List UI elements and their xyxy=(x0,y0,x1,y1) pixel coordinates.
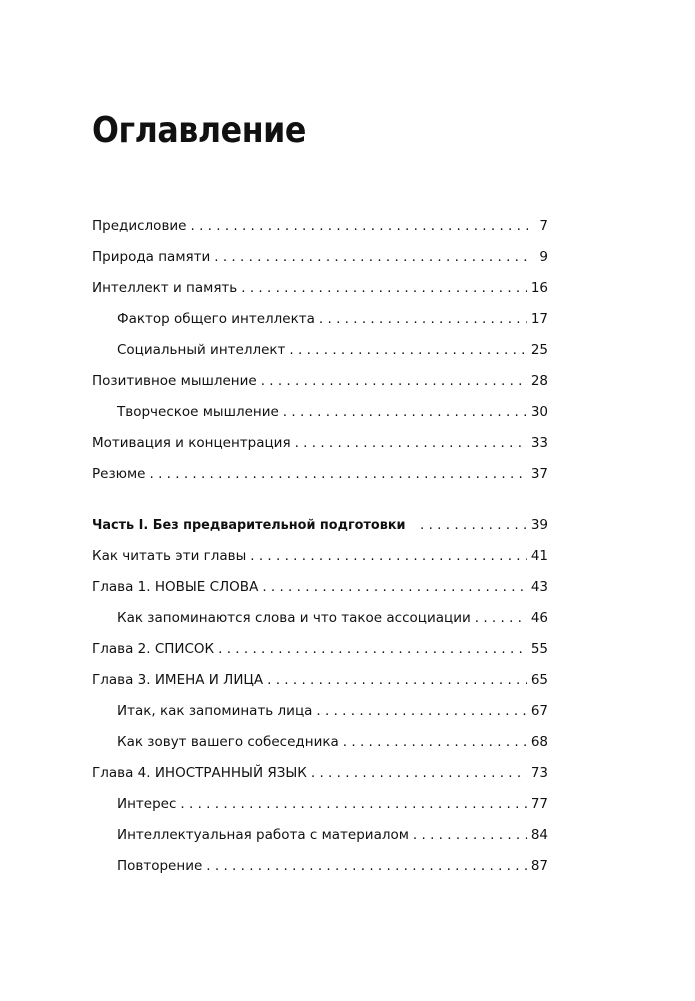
dot-leader xyxy=(343,732,527,752)
toc-entry-label: Интеллектуальная работа с материалом xyxy=(117,827,409,843)
toc-subentry[interactable] xyxy=(117,825,548,845)
toc-entry-page: 9 xyxy=(539,249,548,265)
toc-entry-label: Социальный интеллект xyxy=(117,342,286,358)
toc-entry-label: Фактор общего интеллекта xyxy=(117,311,315,327)
dot-leader xyxy=(413,825,527,845)
toc-entry-page: 33 xyxy=(530,435,548,451)
toc-entry-label: Интеллект и память xyxy=(92,280,238,296)
toc-subentry[interactable] xyxy=(117,608,548,628)
page-title: Оглавление xyxy=(92,110,306,151)
toc-entry-page: 39 xyxy=(530,517,548,533)
toc-subentry[interactable] xyxy=(117,856,548,876)
dot-leader xyxy=(206,856,527,876)
toc-entry-label: Предисловие xyxy=(92,218,187,234)
toc-entry-page: 73 xyxy=(530,765,548,781)
toc-entry[interactable] xyxy=(92,639,548,659)
toc-entry-page: 17 xyxy=(530,311,548,327)
dot-leader xyxy=(267,670,527,690)
dot-leader xyxy=(475,608,527,628)
toc-entry-page: 25 xyxy=(530,342,548,358)
toc-entry-page: 87 xyxy=(530,858,548,874)
dot-leader xyxy=(241,278,527,298)
toc-entry[interactable] xyxy=(92,577,548,597)
toc-entry-label: Повторение xyxy=(117,858,203,874)
toc-entry-label: Как запоминаются слова и что такое ассоциации xyxy=(117,610,471,626)
toc-subentry[interactable] xyxy=(117,340,548,360)
toc-entry-label: Глава 1. НОВЫЕ СЛОВА xyxy=(92,579,259,595)
toc-entry-label: Как зовут вашего собеседника xyxy=(117,734,339,750)
toc-entry[interactable] xyxy=(92,247,548,267)
toc-entry-page: 55 xyxy=(530,641,548,657)
dot-leader xyxy=(289,340,526,360)
toc-entry-label: Творческое мышление xyxy=(117,404,279,420)
dot-leader xyxy=(218,639,527,659)
toc-entry[interactable] xyxy=(92,433,548,453)
dot-leader xyxy=(316,701,526,721)
toc-entry-page: 7 xyxy=(539,218,548,234)
toc-entry-page: 77 xyxy=(530,796,548,812)
toc-entry-label: Глава 4. ИНОСТРАННЫЙ ЯЗЫК xyxy=(92,765,307,781)
dot-leader xyxy=(190,216,528,236)
dot-leader xyxy=(180,794,526,814)
toc-subentry[interactable] xyxy=(117,309,548,329)
toc-entry[interactable] xyxy=(92,216,548,236)
dot-leader xyxy=(149,464,526,484)
toc-entry-label: Итак, как запоминать лица xyxy=(117,703,313,719)
dot-leader xyxy=(319,309,527,329)
dot-leader xyxy=(311,763,527,783)
toc-subentry[interactable] xyxy=(117,402,548,422)
toc-entry-page: 65 xyxy=(530,672,548,688)
toc-entry-label: Глава 3. ИМЕНА И ЛИЦА xyxy=(92,672,264,688)
toc-entry-page: 84 xyxy=(530,827,548,843)
toc-entry-page: 68 xyxy=(530,734,548,750)
toc-entry-label: Позитивное мышление xyxy=(92,373,257,389)
toc-subentry[interactable] xyxy=(117,794,548,814)
toc-entry-label: Интерес xyxy=(117,796,177,812)
toc-subentry[interactable] xyxy=(117,732,548,752)
toc-entry-page: 41 xyxy=(530,548,548,564)
toc-entry[interactable] xyxy=(92,763,548,783)
dot-leader xyxy=(295,433,527,453)
toc-entry-page: 67 xyxy=(530,703,548,719)
toc-entry[interactable] xyxy=(92,464,548,484)
toc-entry-page: 46 xyxy=(530,610,548,626)
toc-entry-page: 43 xyxy=(530,579,548,595)
toc-entry[interactable] xyxy=(92,670,548,690)
dot-leader xyxy=(261,371,527,391)
toc-entry-label: Резюме xyxy=(92,466,146,482)
toc-entry-page: 28 xyxy=(530,373,548,389)
toc-entry-label: Мотивация и концентрация xyxy=(92,435,291,451)
toc-entry[interactable] xyxy=(92,278,548,298)
dot-leader xyxy=(250,546,527,566)
toc-entry-label: Как читать эти главы xyxy=(92,548,247,564)
dot-leader xyxy=(214,247,528,267)
toc-entry-page: 37 xyxy=(530,466,548,482)
dot-leader xyxy=(283,402,527,422)
dot-leader xyxy=(262,577,527,597)
toc-subentry[interactable] xyxy=(117,701,548,721)
toc-entry-page: 30 xyxy=(530,404,548,420)
toc-entry-page: 16 xyxy=(530,280,548,296)
toc-entry[interactable] xyxy=(92,546,548,566)
toc-part-heading[interactable] xyxy=(92,515,548,535)
toc-entry-label: Глава 2. СПИСОК xyxy=(92,641,215,657)
toc-entry-label: Природа памяти xyxy=(92,249,211,265)
toc-part-label: Часть I. Без предварительной подготовки xyxy=(92,517,406,533)
toc-entry[interactable] xyxy=(92,371,548,391)
dot-leader xyxy=(420,515,527,535)
